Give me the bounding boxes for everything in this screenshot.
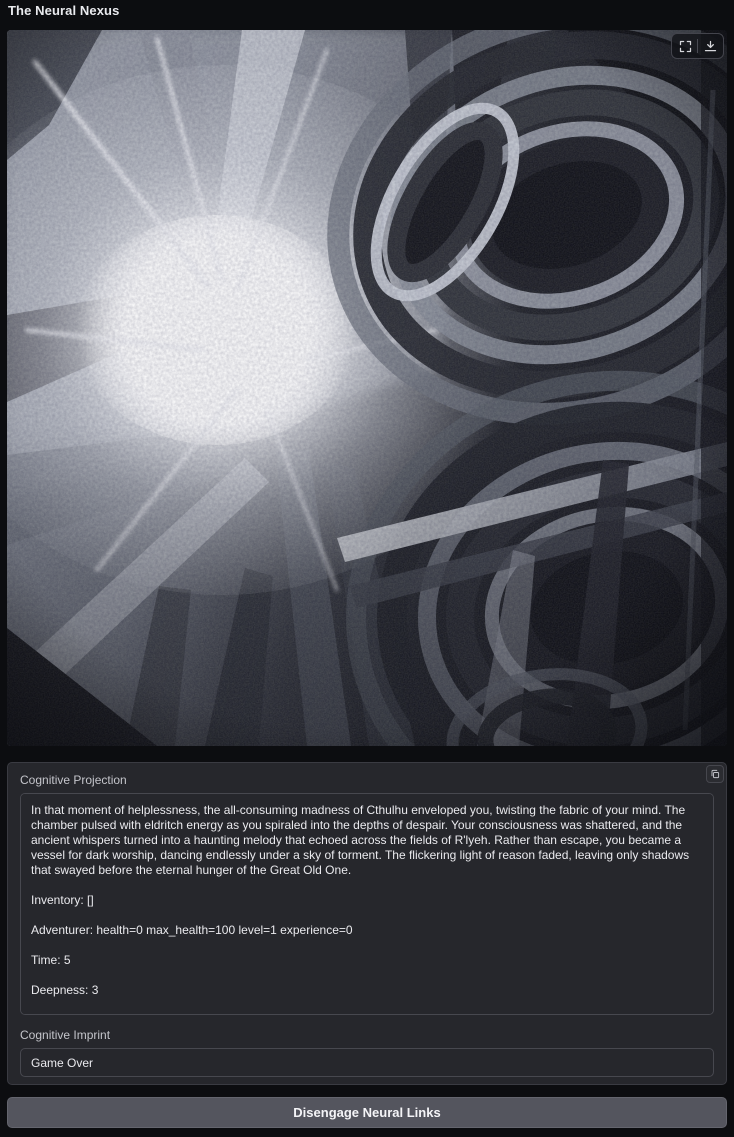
scene-image — [7, 30, 727, 746]
output-panel — [7, 762, 727, 1085]
download-button[interactable] — [698, 35, 722, 57]
fullscreen-icon — [678, 39, 693, 54]
imprint-label: Cognitive Imprint — [20, 1028, 111, 1042]
projection-label: Cognitive Projection — [20, 773, 127, 787]
projection-textarea[interactable] — [20, 793, 714, 1015]
disengage-button[interactable]: Disengage Neural Links — [7, 1097, 727, 1128]
scene-image-block — [7, 30, 727, 746]
fullscreen-button[interactable] — [673, 35, 697, 57]
imprint-input[interactable] — [20, 1048, 714, 1077]
download-icon — [703, 39, 718, 54]
copy-icon — [709, 768, 721, 780]
copy-button[interactable] — [706, 765, 724, 783]
page-title: The Neural Nexus — [8, 3, 120, 18]
image-toolbar — [671, 33, 724, 59]
